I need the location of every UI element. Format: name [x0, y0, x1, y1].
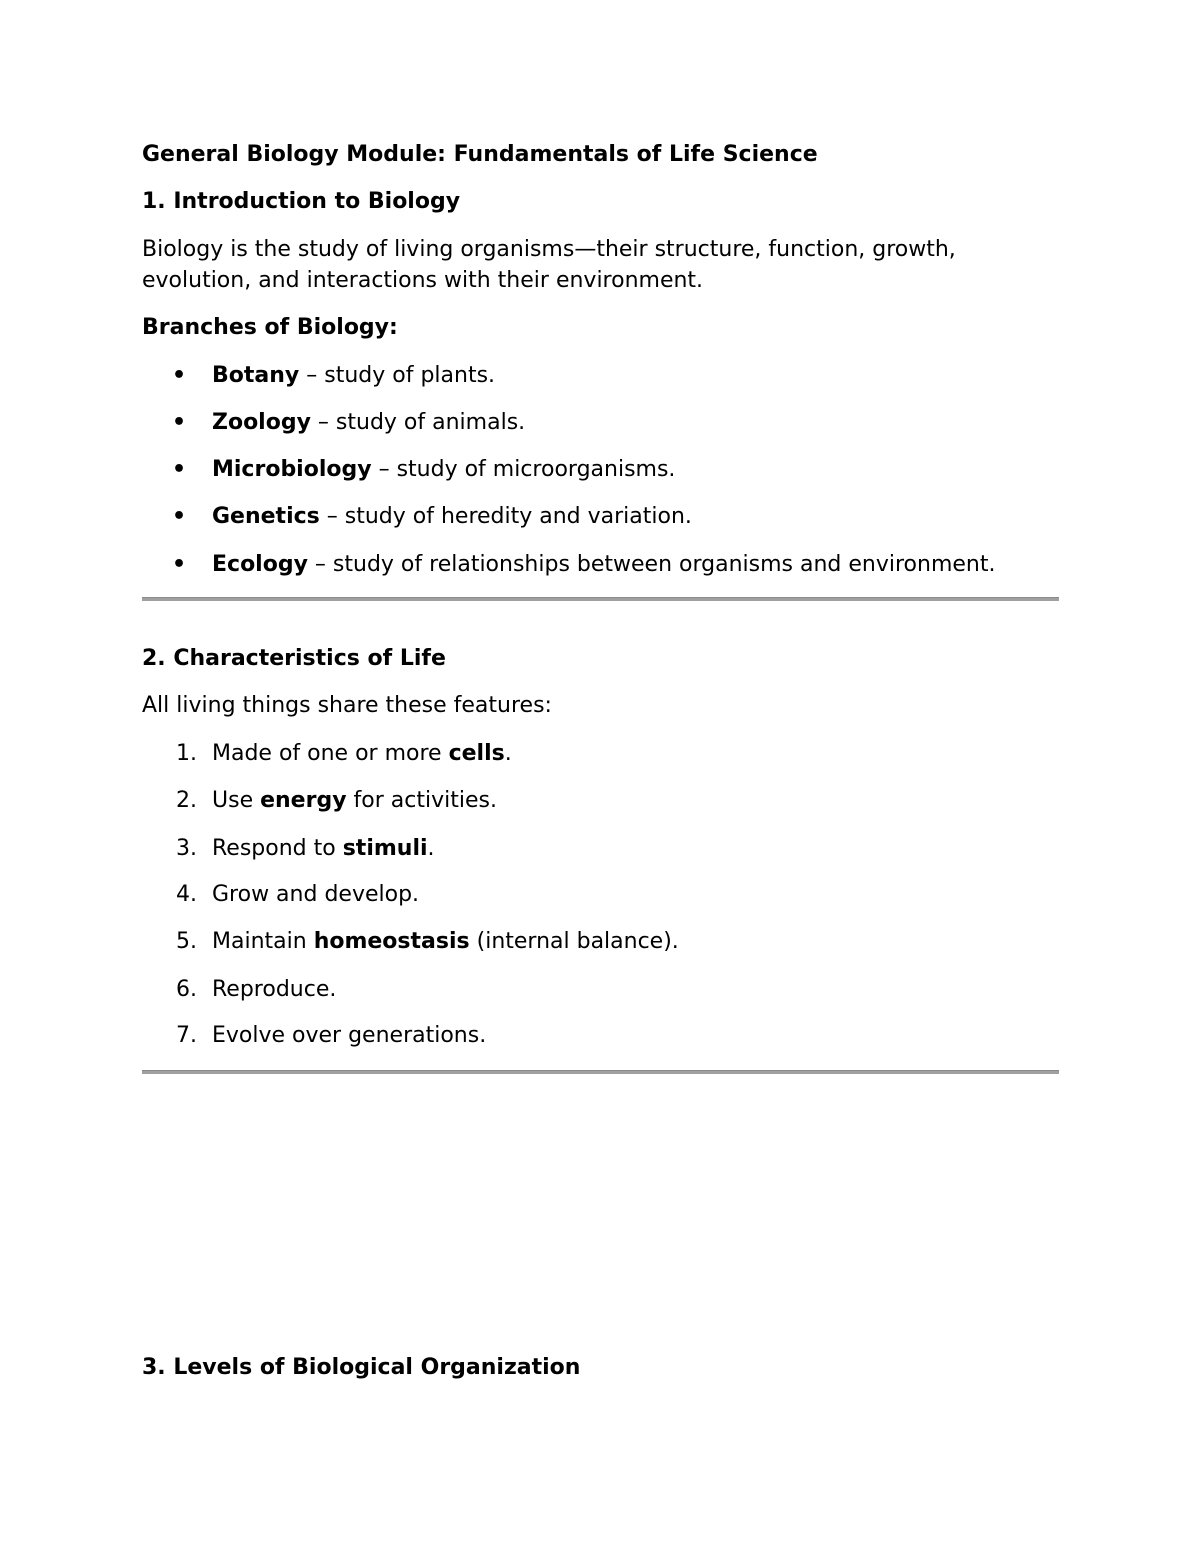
list-number: 3. [176, 836, 197, 861]
item-text: Evolve over generations. [212, 1023, 487, 1048]
item-keyword: cells [448, 741, 505, 766]
section-2-heading: 2. Characteristics of Life [142, 646, 446, 671]
item-text: . [427, 836, 435, 861]
item-text: Respond to [212, 836, 343, 861]
branch-desc: – study of animals. [310, 410, 526, 435]
item-text: Maintain [212, 929, 314, 954]
bullet-marker: • [172, 504, 187, 529]
branch-term: Ecology [212, 552, 308, 577]
bullet-marker: • [172, 410, 187, 435]
list-number: 2. [176, 788, 197, 813]
list-number: 6. [176, 977, 197, 1002]
branch-desc: – study of heredity and variation. [319, 504, 692, 529]
item-keyword: energy [260, 788, 347, 813]
item-text: (internal balance). [469, 929, 679, 954]
list-number: 5. [176, 929, 197, 954]
item-text: Reproduce. [212, 977, 337, 1002]
horizontal-rule [142, 597, 1059, 601]
branch-term: Genetics [212, 504, 320, 529]
branch-term: Microbiology [212, 457, 372, 482]
section-2-intro: All living things share these features: [142, 693, 552, 718]
branch-desc: – study of plants. [299, 363, 496, 388]
branch-term: Zoology [212, 410, 311, 435]
item-text: for activities. [346, 788, 497, 813]
section-3-heading: 3. Levels of Biological Organization [142, 1355, 581, 1380]
item-keyword: homeostasis [313, 929, 470, 954]
document-title: General Biology Module: Fundamentals of Life Science [142, 142, 818, 167]
branch-term: Botany [212, 363, 300, 388]
item-text: Use [212, 788, 261, 813]
item-keyword: stimuli [342, 836, 428, 861]
branch-desc: – study of relationships between organisms and environment. [307, 552, 996, 577]
section-1-heading: 1. Introduction to Biology [142, 189, 461, 214]
bullet-marker: • [172, 552, 187, 577]
list-number: 1. [176, 741, 197, 766]
bullet-marker: • [172, 457, 187, 482]
section-1-intro-line-2: evolution, and interactions with their environment. [142, 268, 704, 293]
branches-heading: Branches of Biology: [142, 315, 398, 340]
item-text: . [504, 741, 512, 766]
bullet-marker: • [172, 363, 187, 388]
horizontal-rule [142, 1070, 1059, 1074]
branch-desc: – study of microorganisms. [371, 457, 676, 482]
item-text: Grow and develop. [212, 882, 420, 907]
item-text: Made of one or more [212, 741, 449, 766]
section-1-intro-line-1: Biology is the study of living organisms—their structure, function, growth, [142, 237, 956, 262]
list-number: 4. [176, 882, 197, 907]
list-number: 7. [176, 1023, 197, 1048]
